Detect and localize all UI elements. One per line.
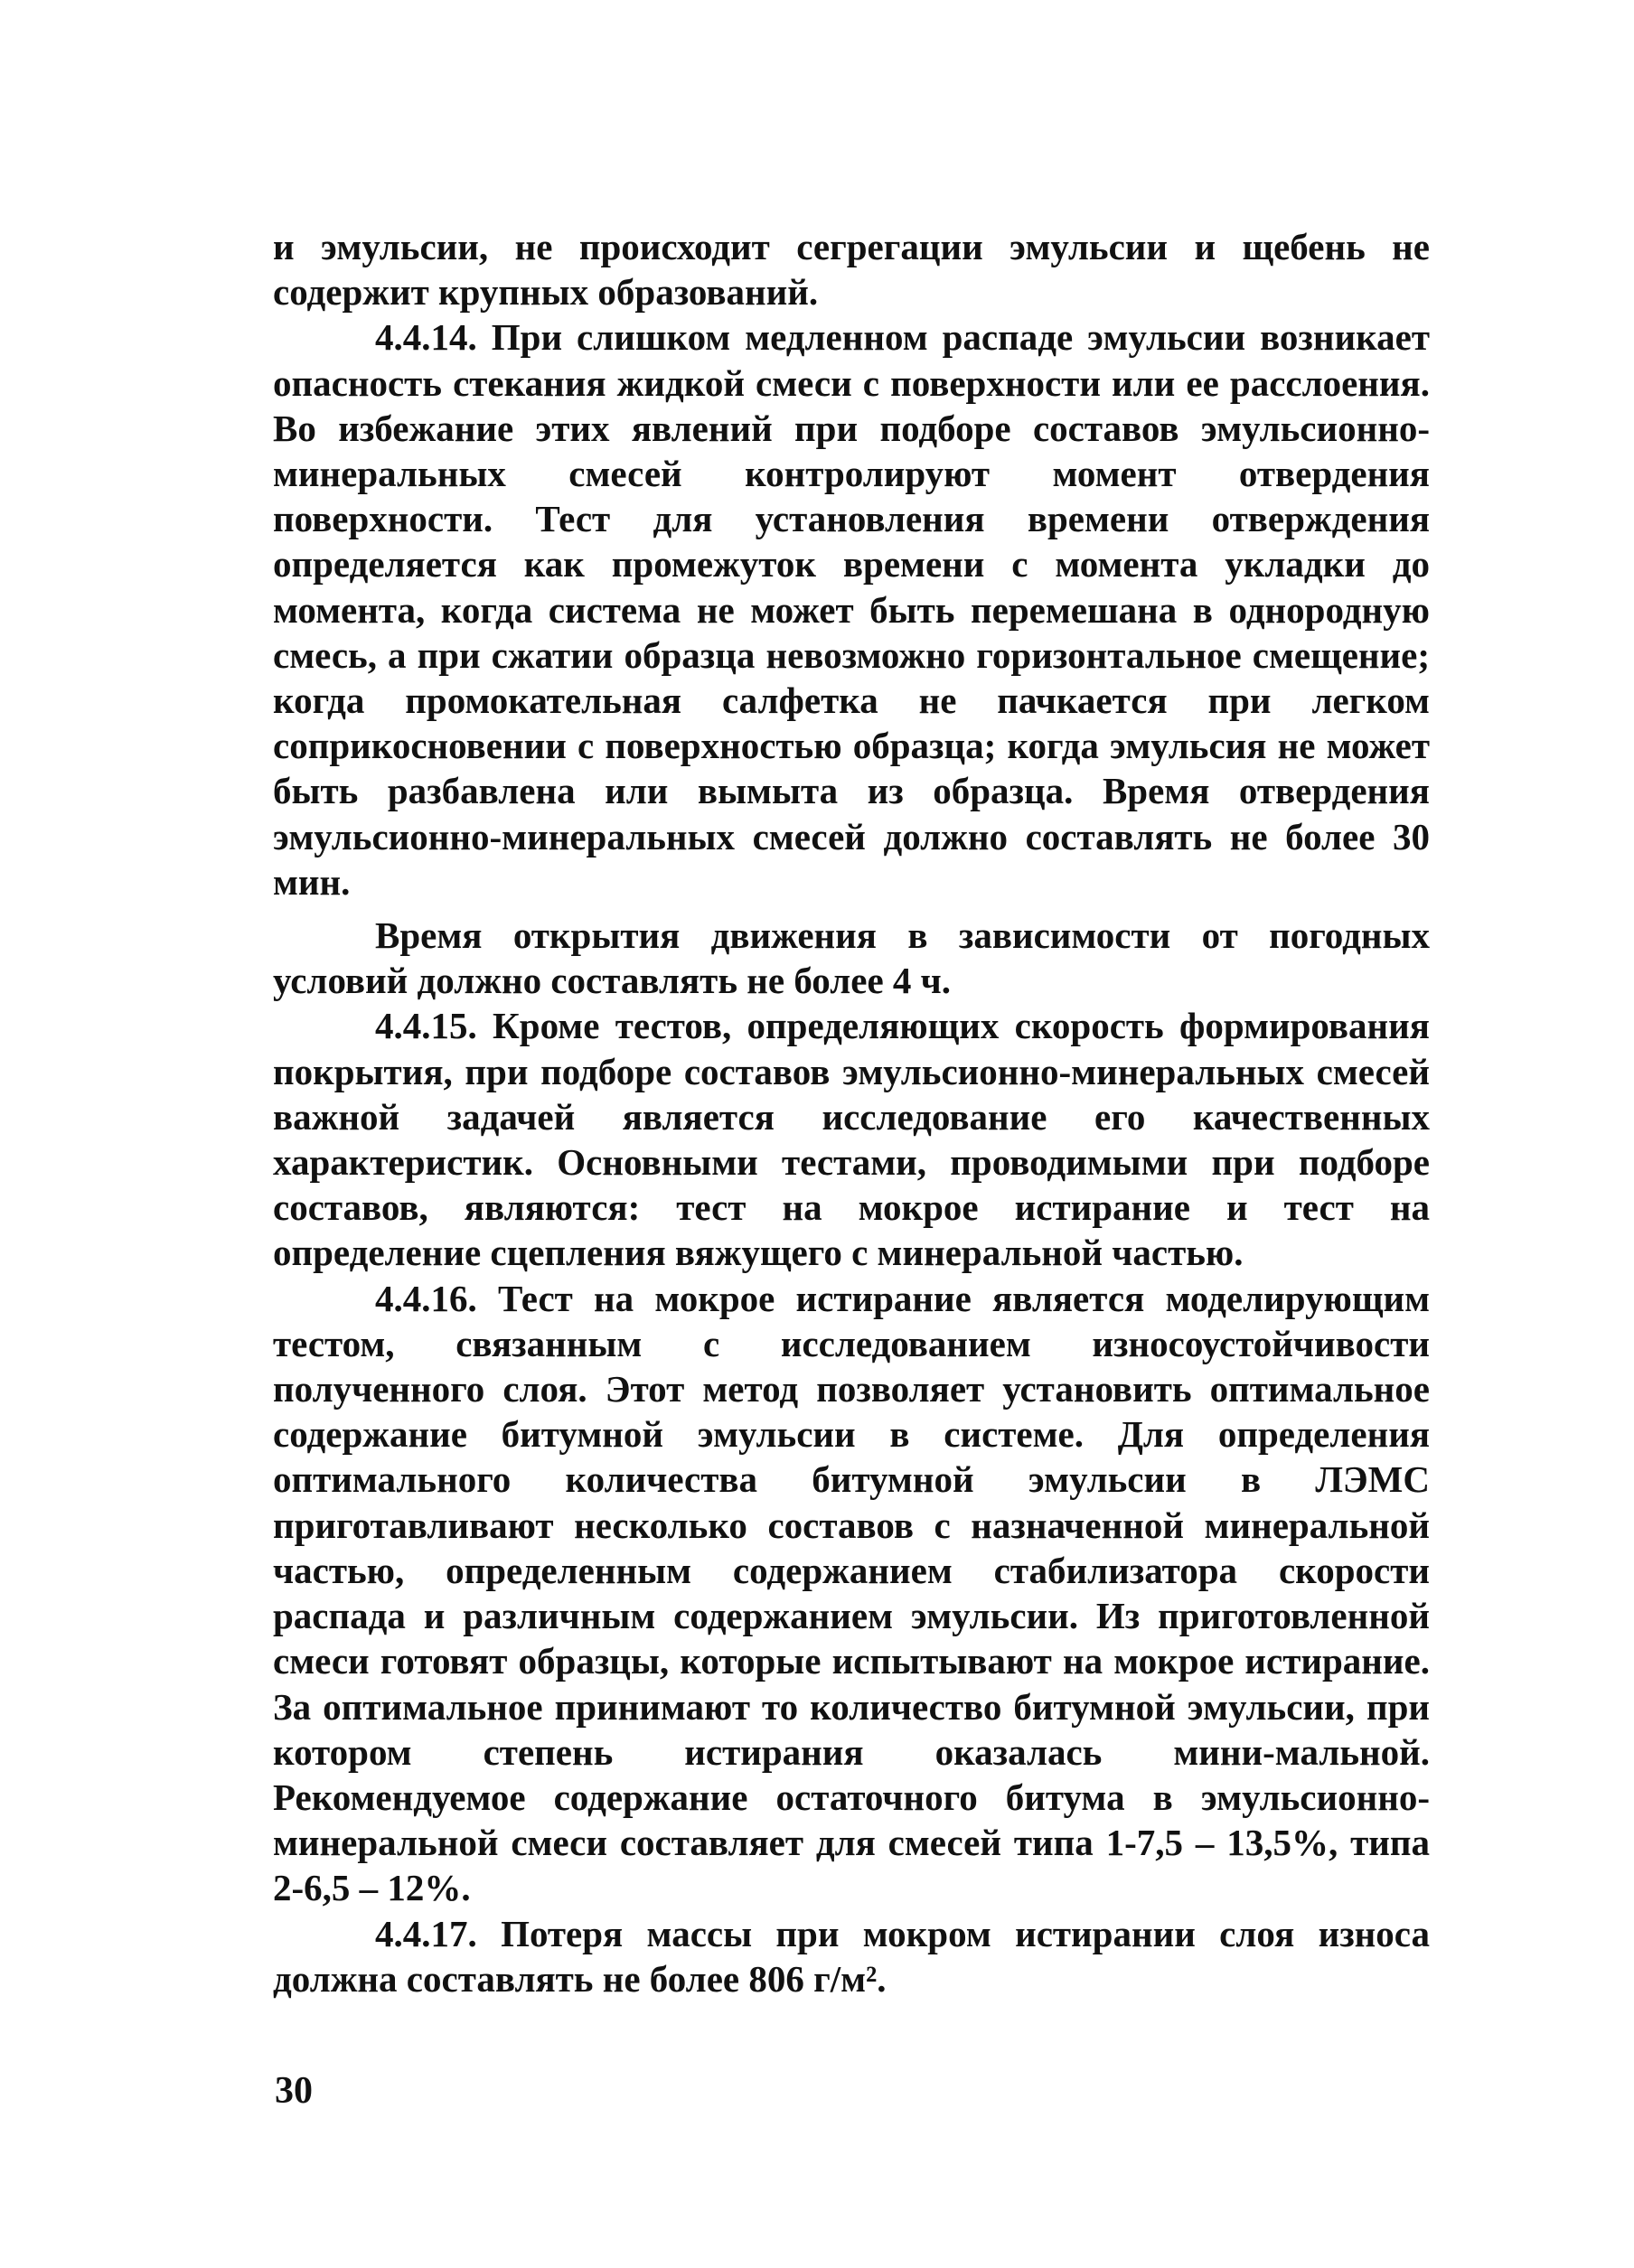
paragraph-4-4-15: 4.4.15. Кроме тестов, определяющих скорость формирования покрытия, при подборе составов эмульсионно-минеральных смесей важной задачей является исследование его качественных характеристик. Основными тестами, проводимыми при подборе составов, являются: тест на мокрое истирание и тест на определение сцепления вяжущего с минеральной частью. xyxy=(273,1005,1430,1274)
page-number: 30 xyxy=(275,2070,313,2112)
paragraph-traffic-opening: Время открытия движения в зависимости от погодных условий должно составлять не более 4 ч. xyxy=(273,914,1430,1002)
body-text xyxy=(273,224,1430,2001)
paragraph-4-4-16: 4.4.16. Тест на мокрое истирание является моделирующим тестом, связанным с исследованием износоустойчивости полученного слоя. Этот метод позволяет установить оптимальное содержание битумной эмульсии в системе. Для определения оптимального количества битумной эмульсии в ЛЭМС приготавливают несколько составов с назначенной минеральной частью, определенным содержанием стабилизатора скорости распада и различным содержанием эмульсии. Из приготовленной смеси готовят образцы, которые испытывают на мокрое истирание. За оптимальное принимают то количество битумной эмульсии, при котором степень истирания оказалась мини-мальной. Рекомендуемое содержание остаточного битума в эмульсионно-минеральной смеси составляет для смесей типа 1-7,5 – 13,5%, типа 2-6,5 – 12%. xyxy=(273,1277,1430,1909)
paragraph-continuation: и эмульсии, не происходит сегрегации эмульсии и щебень не содержит крупных образований. xyxy=(273,226,1430,314)
paragraph-4-4-17: 4.4.17. Потеря массы при мокром истирании слоя износа должна составлять не более 806 г/м². xyxy=(273,1912,1430,2000)
paragraph-4-4-14: 4.4.14. При слишком медленном распаде эмульсии возникает опасность стекания жидкой смеси с поверхности или ее расслоения. Во избежание этих явлений при подборе составов эмульсионно-минеральных смесей контролируют момент отвердения поверхности. Тест для установления времени отверждения определяется как промежуток времени с момента укладки до момента, когда система не может быть перемешана в однородную смесь, а при сжатии образца невозможно горизонтальное смещение; когда промокательная салфетка не пачкается при легком соприкосновении с поверхностью образца; когда эмульсия не может быть разбавлена или вымыта из образца. Время отвердения эмульсионно-минеральных смесей должно составлять не более 30 мин. xyxy=(273,316,1430,903)
